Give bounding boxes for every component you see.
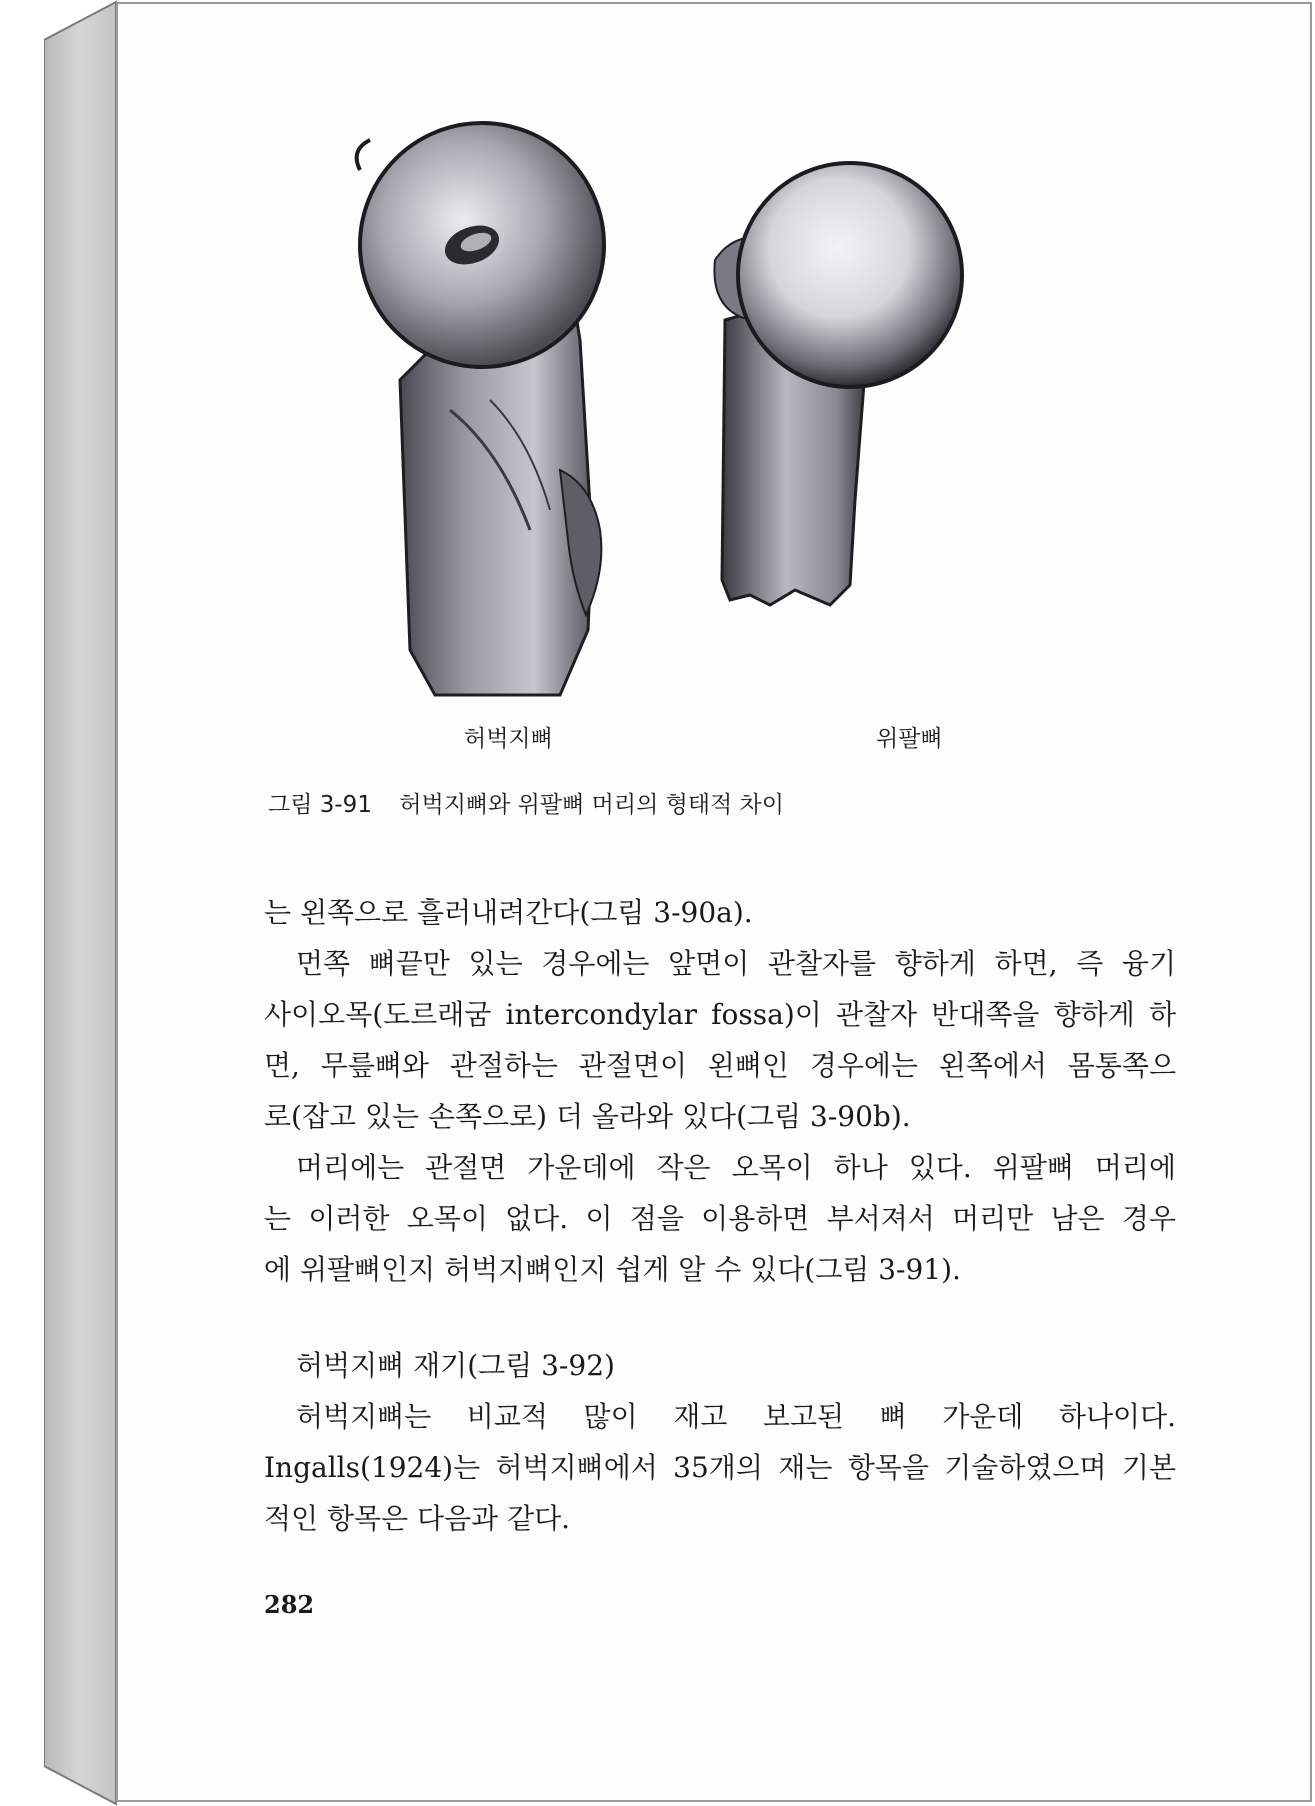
body-text: [264, 892, 1176, 1539]
text-line: 에 위팔뼈인지 허벅지뼈인지 쉽게 알 수 있다(그림 3-91).: [264, 1253, 961, 1286]
bone-illustration: [330, 110, 1110, 720]
text-line: 먼쪽 뼈끝만 있는 경우에는 앞면이 관찰자를 향하게 하면, 즉 융기: [296, 947, 1176, 980]
text-line: 허벅지뼈는 비교적 많이 재고 보고된 뼈 가운데 하나이다.: [296, 1400, 1176, 1433]
book-spine: [44, 0, 118, 1806]
femur-drawing: [357, 123, 604, 695]
text-line: 는 왼쪽으로 흘러내려간다(그림 3-90a).: [264, 896, 753, 929]
text-line: Ingalls(1924)는 허벅지뼈에서 35개의 재는 항목을 기술하였으며 기본: [264, 1451, 1176, 1484]
humerus-label: 위팔뼈: [876, 726, 943, 752]
caption-number: 그림 3-91: [268, 792, 372, 818]
text-line: 면, 무릎뼈와 관절하는 관절면이 왼뼈인 경우에는 왼쪽에서 몸통쪽으: [264, 1049, 1176, 1082]
text-line: 사이오목(도르래굼 intercondylar fossa)이 관찰자 반대쪽을 향하게 하: [264, 998, 1176, 1031]
text-line: 는 이러한 오목이 없다. 이 점을 이용하면 부서져서 머리만 남은 경우: [264, 1202, 1176, 1235]
femur-label: 허벅지뼈: [464, 726, 553, 752]
figure-caption: [268, 786, 784, 819]
humerus-drawing: [714, 163, 962, 605]
section-heading: 허벅지뼈 재기(그림 3-92): [296, 1349, 615, 1382]
text-line: 적인 항목은 다음과 같다.: [264, 1502, 571, 1535]
text-line: 머리에는 관절면 가운데에 작은 오목이 하나 있다. 위팔뼈 머리에: [296, 1151, 1176, 1184]
page-number: 282: [264, 1590, 315, 1619]
text-line: 로(잡고 있는 손쪽으로) 더 올라와 있다(그림 3-90b).: [264, 1100, 911, 1133]
caption-text: 허벅지뼈와 위팔뼈 머리의 형태적 차이: [399, 792, 784, 818]
